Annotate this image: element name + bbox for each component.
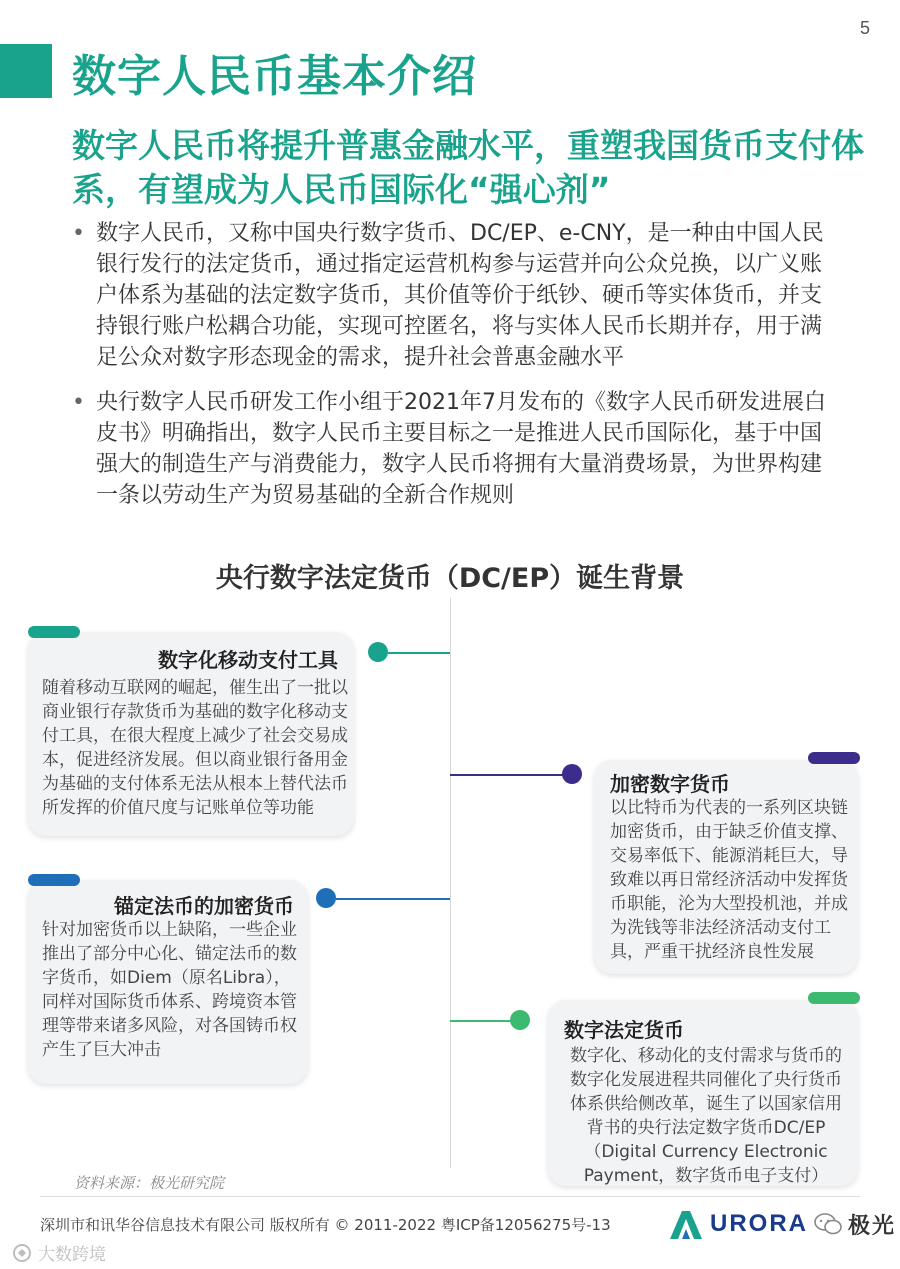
- card-digital-mobile-payment: [28, 632, 354, 836]
- watermark-text: 大数跨境: [38, 1245, 106, 1265]
- footer-divider: [40, 1196, 860, 1197]
- card-accent-pill: [808, 992, 860, 1004]
- aurora-logo: [668, 1206, 896, 1242]
- card-title: 锚定法币的加密货币: [114, 894, 294, 918]
- source-note: 资料来源：极光研究院: [74, 1174, 225, 1192]
- card-body: 随着移动互联网的崛起，催生出了一批以商业银行存款货币为基础的数字化移动支付工具，在很大程度上减少了社会交易成本，促进经济发展。但以商业银行备用金为基础的支付体系无法从根本上替代法币所发挥的价值尺度与记账单位等功能: [42, 678, 348, 818]
- card-body: 数字化、移动化的支付需求与货币的数字化发展进程共同催化了央行货币体系供给侧改革，诞生了以国家信用背书的央行法定数字货币DC/EP（Digital Currency Electronic Payment，数字货币电子支付）: [570, 1046, 842, 1186]
- timeline-dot: [510, 1010, 530, 1030]
- card-body: 针对加密货币以上缺陷，一些企业推出了部分中心化、锚定法币的数字货币，如Diem（原名Libra），同样对国际货币体系、跨境资本管理等带来诸多风险，对各国铸币权产生了巨大冲击: [42, 920, 297, 1060]
- logo-text: URORA: [710, 1210, 808, 1237]
- page-subtitle: 数字人民币将提升普惠金融水平，重塑我国货币支付体系，有望成为人民币国际化“强心剂”: [72, 126, 864, 209]
- card-title: 加密数字货币: [610, 772, 730, 796]
- card-digital-fiat-currency: [548, 1000, 858, 1186]
- bullet-item: • 数字人民币，又称中国央行数字货币、DC/EP、e-CNY，是一种由中国人民银行发行的法定货币，通过指定运营机构参与运营并向公众兑换，以广义账户体系为基础的法定数字货币，其价值等价于纸钞、硬币等实体货币，并支持银行账户松耦合功能，实现可控匿名，将与实体人民币长期并存，用于满足公众对数字形态现金的需求，提升社会普惠金融水平: [72, 218, 842, 373]
- timeline-dot: [562, 764, 582, 784]
- card-title: 数字法定货币: [564, 1018, 684, 1042]
- card-body: 以比特币为代表的一系列区块链加密货币，由于缺乏价值支撑、交易率低下、能源消耗巨大，导致难以再日常经济活动中发挥货币职能，沦为大型投机池，并成为洗钱等非法经济活动支付工具，严重干扰经济良性发展: [610, 798, 848, 962]
- logo-cn-text: 极光: [848, 1212, 897, 1238]
- watermark: [12, 1240, 106, 1265]
- card-crypto-currency: [594, 760, 858, 974]
- watermark-logo-icon: [12, 1243, 32, 1263]
- wechat-icon: [814, 1212, 842, 1236]
- page-number: 5: [859, 18, 870, 38]
- connector-line: [388, 652, 450, 654]
- title-accent-bar: [0, 44, 52, 98]
- footer-copyright: 深圳市和讯华谷信息技术有限公司 版权所有 © 2011-2022 粤ICP备12056275号-13: [40, 1216, 611, 1234]
- card-accent-pill: [28, 874, 80, 886]
- timeline-axis: [450, 598, 451, 1168]
- connector-line: [336, 898, 450, 900]
- page-title: 数字人民币基本介绍: [72, 51, 477, 102]
- card-accent-pill: [808, 752, 860, 764]
- connector-line: [450, 774, 572, 776]
- card-title: 数字化移动支付工具: [158, 648, 338, 672]
- card-fiat-anchored-crypto: [28, 880, 308, 1084]
- bullet-list: [72, 218, 842, 525]
- bullet-item: • 央行数字人民币研发工作小组于2021年7月发布的《数字人民币研发进展白皮书》明确指出，数字人民币主要目标之一是推进人民币国际化，基于中国强大的制造生产与消费能力，数字人民币将拥有大量消费场景，为世界构建一条以劳动生产为贸易基础的全新合作规则: [72, 387, 842, 511]
- card-accent-pill: [28, 626, 80, 638]
- timeline-dot: [368, 642, 388, 662]
- aurora-logo-mark-icon: [668, 1207, 704, 1241]
- diagram-title: 央行数字法定货币（DC/EP）诞生背景: [215, 563, 685, 594]
- timeline-dot: [316, 888, 336, 908]
